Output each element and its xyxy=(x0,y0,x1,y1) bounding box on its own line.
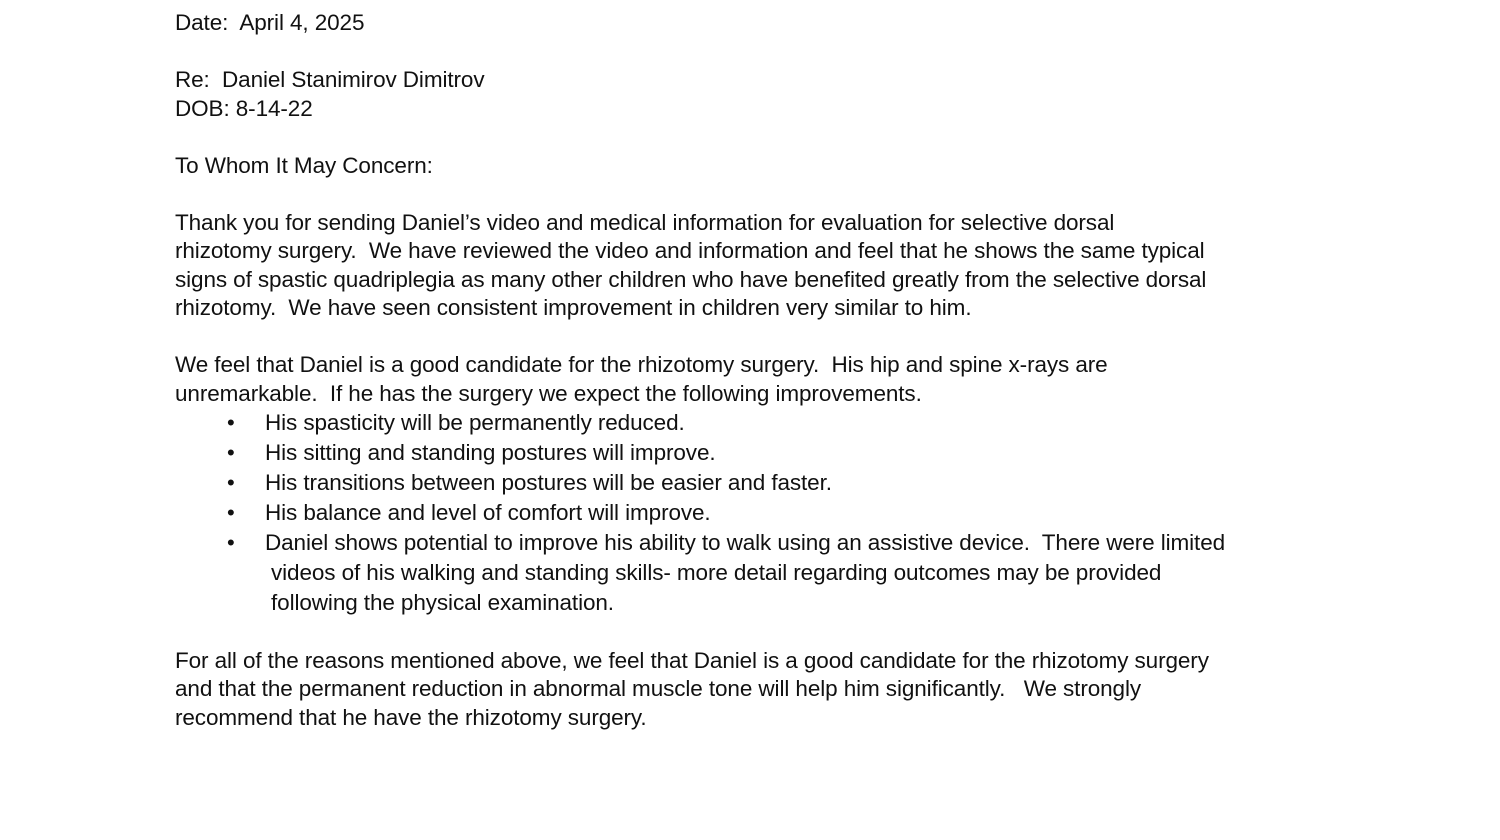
spacer xyxy=(175,618,1355,647)
paragraph-line: unremarkable. If he has the surgery we expect the following improvements. xyxy=(175,380,922,406)
paragraph-line: recommend that he have the rhizotomy surgery. xyxy=(175,704,647,730)
re-line: Re: Daniel Stanimirov Dimitrov xyxy=(175,67,485,92)
spacer xyxy=(175,38,1355,67)
spacer xyxy=(175,323,1355,352)
bullet-icon: • xyxy=(227,500,235,525)
list-item xyxy=(175,468,1355,498)
paragraph-line: signs of spastic quadriplegia as many other children who have benefited greatly from the selective dorsal xyxy=(175,266,1207,292)
salutation: To Whom It May Concern: xyxy=(175,152,433,178)
list-item-text: His spasticity will be permanently reduced. xyxy=(265,410,685,435)
paragraph-candidate xyxy=(175,351,1355,408)
list-item-text: His balance and level of comfort will improve. xyxy=(265,500,711,525)
paragraph-line: We feel that Daniel is a good candidate for the rhizotomy surgery. His hip and spine x-rays are xyxy=(175,352,1108,377)
paragraph-line: Thank you for sending Daniel’s video and medical information for evaluation for selective dorsal xyxy=(175,209,1115,235)
paragraph-recommendation xyxy=(175,647,1355,733)
list-item-line: videos of his walking and standing skills- more detail regarding outcomes may be provided xyxy=(271,560,1162,585)
paragraph-line: and that the permanent reduction in abnormal muscle tone will help him significantly. We strongly xyxy=(175,676,1142,701)
list-item-text: His transitions between postures will be easier and faster. xyxy=(265,470,832,495)
improvements-list xyxy=(175,408,1355,618)
list-item-line: following the physical examination. xyxy=(271,590,614,615)
list-item-text: His sitting and standing postures will improve. xyxy=(265,440,716,465)
list-item-line: Daniel shows potential to improve his ability to walk using an assistive device. There were limited xyxy=(265,530,1226,555)
list-item xyxy=(175,498,1355,528)
list-item xyxy=(175,408,1355,438)
bullet-icon: • xyxy=(227,440,235,465)
paragraph-line: rhizotomy surgery. We have reviewed the video and information and feel that he shows the same typical xyxy=(175,238,1205,263)
spacer xyxy=(175,123,1355,152)
spacer xyxy=(175,180,1355,209)
letter-body xyxy=(175,9,1355,732)
bullet-icon: • xyxy=(227,530,235,555)
dob-line: DOB: 8-14-22 xyxy=(175,95,313,121)
bullet-icon: • xyxy=(227,470,235,495)
paragraph-line: For all of the reasons mentioned above, we feel that Daniel is a good candidate for the rhizotomy surgery xyxy=(175,647,1209,673)
list-item xyxy=(175,528,1355,618)
paragraph-line: rhizotomy. We have seen consistent improvement in children very similar to him. xyxy=(175,295,972,320)
list-item xyxy=(175,438,1355,468)
bullet-icon: • xyxy=(227,410,235,435)
date-line: Date: April 4, 2025 xyxy=(175,10,365,35)
paragraph-evaluation xyxy=(175,209,1355,323)
list-item-text xyxy=(265,528,1355,618)
